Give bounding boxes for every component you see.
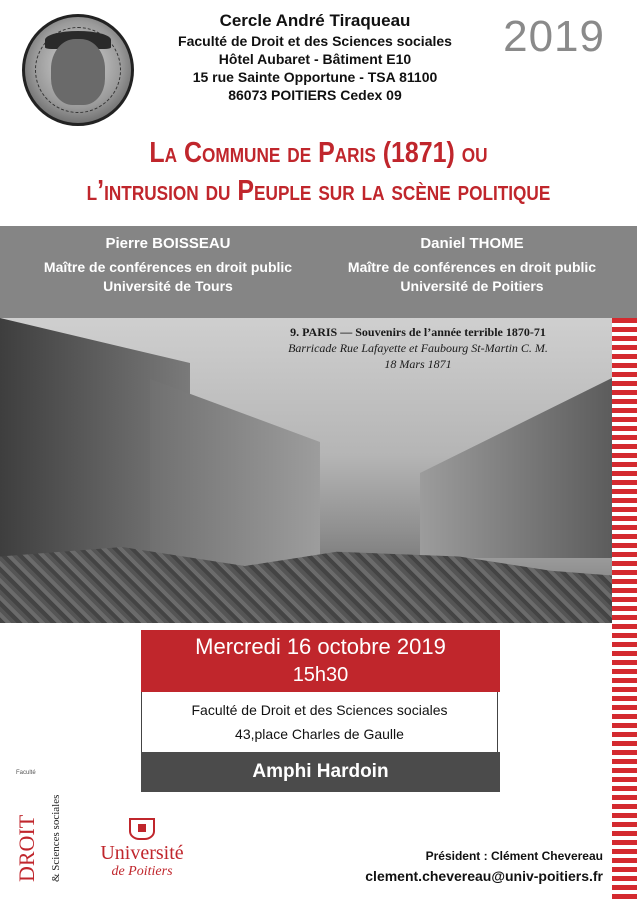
- universite-poitiers-logo: [92, 818, 192, 880]
- speaker-affiliation: Université de Tours: [103, 278, 233, 294]
- university-logo-sub: de Poitiers: [111, 864, 173, 879]
- caption-line-1: 9. PARIS — Souvenirs de l’année terrible 1870-71: [290, 325, 546, 339]
- organizer-header: [150, 10, 480, 104]
- droit-logo-text: DROIT: [14, 814, 39, 882]
- speakers-band: [0, 226, 637, 318]
- event-date: Mercredi 16 octobre 2019: [195, 634, 446, 659]
- photo-building-right: [420, 378, 612, 568]
- speaker-name: Pierre BOISSEAU: [105, 235, 231, 252]
- president-name: Président : Clément Chevereau: [425, 849, 603, 863]
- faculte-droit-logo: [14, 770, 78, 890]
- decorative-stripes: [612, 318, 637, 900]
- droit-logo-small-label: Faculté: [16, 770, 36, 776]
- speaker-role: Maître de conférences en droit public: [43, 259, 293, 275]
- speaker-affiliation: Université de Poitiers: [400, 278, 544, 294]
- university-logo-word: Université: [100, 842, 184, 864]
- event-date-box: [141, 630, 500, 692]
- caption-line-3: 18 Mars 1871: [384, 357, 452, 371]
- speaker-role: Maître de conférences en droit public: [347, 259, 597, 275]
- organizer-name: Cercle André Tiraqueau: [219, 11, 411, 30]
- tiraqueau-medallion-portrait: [22, 14, 134, 126]
- title-line-1: La Commune de Paris (1871) ou: [149, 137, 488, 169]
- photo-building-middle: [150, 358, 320, 568]
- venue-line-1: Faculté de Droit et des Sciences sociales: [191, 702, 448, 718]
- event-room: Amphi Hardoin: [141, 752, 500, 792]
- caption-line-2: Barricade Rue Lafayette et Faubourg St-Martin C. M.: [288, 341, 548, 355]
- speaker-name: Daniel THOME: [420, 235, 524, 252]
- header-line: Faculté de Droit et des Sciences sociales: [178, 33, 452, 49]
- header-line: 86073 POITIERS Cedex 09: [228, 87, 402, 103]
- speaker-thome: [322, 234, 622, 296]
- header-line: Hôtel Aubaret - Bâtiment E10: [218, 51, 412, 67]
- barricade-photograph: [0, 318, 612, 623]
- university-crest-icon: [129, 818, 155, 840]
- year-label: 2019: [503, 12, 605, 61]
- droit-logo-subtitle: & Sciences sociales: [50, 794, 62, 882]
- photo-caption: [228, 324, 608, 372]
- title-line-2: l’intrusion du Peuple sur la scène politique: [86, 175, 551, 207]
- poster-title: [45, 134, 593, 210]
- contact-email[interactable]: clement.chevereau@univ-poitiers.fr: [365, 868, 603, 884]
- header-line: 15 rue Sainte Opportune - TSA 81100: [192, 69, 438, 85]
- event-venue: [141, 692, 498, 752]
- speaker-boisseau: [18, 234, 318, 296]
- contact-block: [365, 846, 603, 886]
- venue-line-2: 43,place Charles de Gaulle: [235, 726, 404, 742]
- portrait-face: [51, 39, 105, 105]
- droit-logo-word: [14, 782, 40, 882]
- event-time: 15h30: [292, 664, 349, 686]
